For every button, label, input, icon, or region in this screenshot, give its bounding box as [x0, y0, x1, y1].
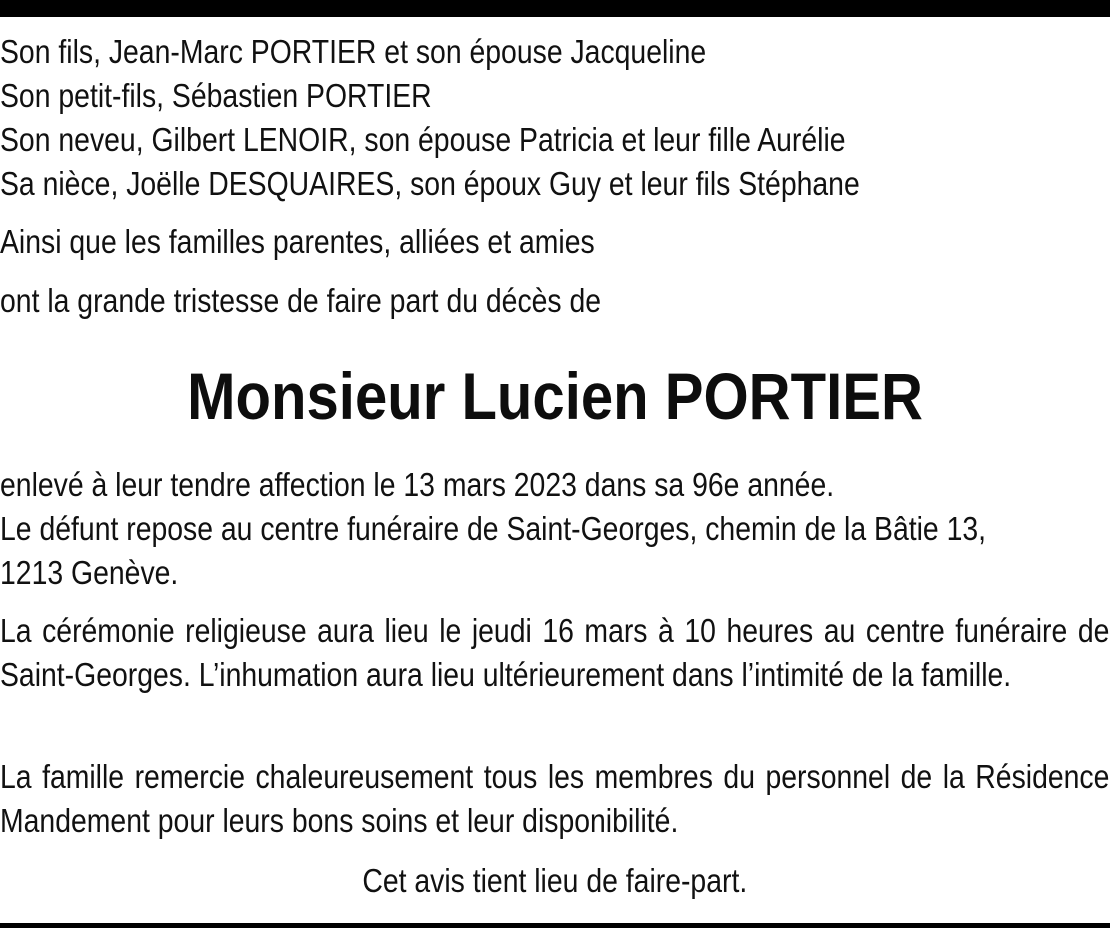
family-line-son-text: Son fils, Jean-Marc PORTIER et son épouse Jacqueline	[0, 33, 707, 70]
thanks-text: La famille remercie chaleureusement tous les membres du personnel de la Résidence Mandement pour leurs bons soins et leur disponibilité.	[0, 758, 1110, 839]
deceased-name: Monsieur Lucien PORTIER	[187, 359, 923, 433]
death-info-line-3-text: 1213 Genève.	[0, 554, 179, 591]
top-border-rule	[0, 0, 1110, 17]
family-line-grandson-text: Son petit-fils, Sébastien PORTIER	[0, 77, 432, 114]
family-line-niece-text: Sa nièce, Joëlle DESQUAIRES, son époux Guy et leur fils Stéphane	[0, 165, 860, 202]
death-info-line-3	[0, 551, 1110, 595]
family-line-nephew-text: Son neveu, Gilbert LENOIR, son épouse Patricia et leur fille Aurélie	[0, 121, 846, 158]
ceremony-text: La cérémonie religieuse aura lieu le jeudi 16 mars à 10 heures au centre funéraire de Saint-Georges. L’inhumation aura lieu ultérieurement dans l’intimité de la famille.	[0, 612, 1110, 693]
death-info-line-2-text: Le défunt repose au centre funéraire de Saint-Georges, chemin de la Bâtie 13,	[0, 510, 987, 547]
death-info-line-2	[0, 507, 1110, 551]
family-line-son	[0, 30, 1110, 74]
bottom-border-rule	[0, 923, 1110, 928]
announcement-line	[0, 279, 1110, 323]
death-info-line-1-text: enlevé à leur tendre affection le 13 mars 2023 dans sa 96e année.	[0, 466, 835, 503]
obituary-notice	[0, 30, 1110, 903]
family-line-grandson	[0, 74, 1110, 118]
family-list	[0, 30, 1110, 206]
family-line-niece	[0, 162, 1110, 206]
relatives-line	[0, 220, 1110, 264]
closing-line	[0, 859, 1110, 903]
death-info-line-1	[0, 463, 1110, 507]
closing-line-text: Cet avis tient lieu de faire-part.	[362, 862, 748, 899]
relatives-line-text: Ainsi que les familles parentes, alliées et amies	[0, 223, 595, 260]
ceremony-paragraph	[0, 609, 1110, 741]
thanks-paragraph	[0, 755, 1110, 843]
family-line-nephew	[0, 118, 1110, 162]
announcement-line-text: ont la grande tristesse de faire part du décès de	[0, 282, 602, 319]
death-info	[0, 463, 1110, 595]
deceased-name-block	[0, 351, 1110, 441]
